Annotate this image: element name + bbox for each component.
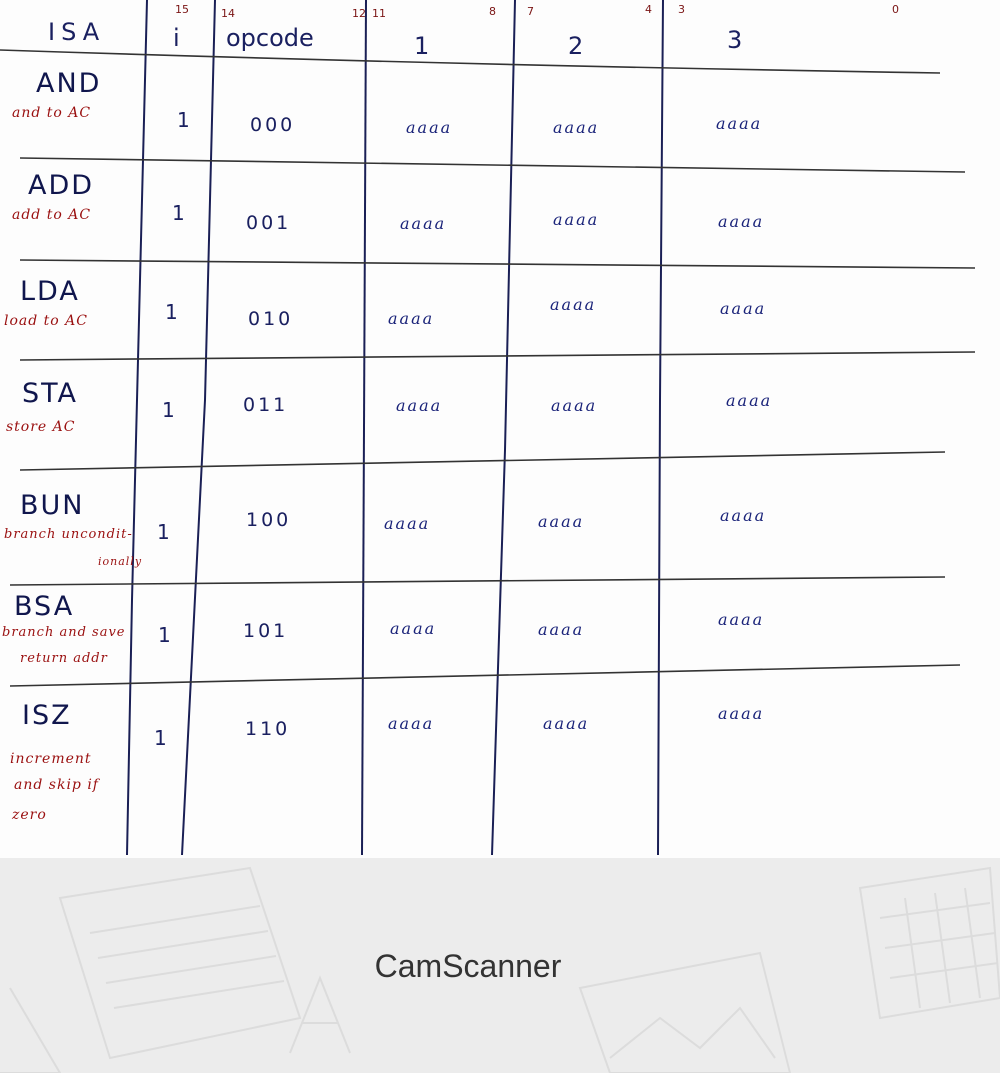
header-opcode: opcode	[226, 24, 314, 52]
row-nibble-2: aaaa	[553, 118, 600, 137]
row-mnemonic: AND	[36, 68, 102, 99]
row-mnemonic: BUN	[20, 490, 85, 521]
bit-position: 14	[221, 7, 235, 20]
bit-position: 8	[489, 5, 496, 18]
row-opcode: 100	[246, 509, 292, 531]
row-mnemonic: ISZ	[22, 700, 72, 731]
grid-hline	[10, 665, 960, 686]
bit-position: 4	[645, 3, 652, 16]
row-nibble-2: aaaa	[538, 512, 585, 531]
bit-position: 7	[527, 5, 534, 18]
row-description: increment	[10, 751, 92, 767]
row-nibble-3: aaaa	[718, 704, 765, 723]
row-i-bit: 1	[162, 398, 175, 422]
header-col2: 2	[568, 32, 584, 60]
row-description: branch and save	[2, 625, 126, 640]
row-i-bit: 1	[157, 520, 170, 544]
grid-hline	[20, 452, 945, 470]
row-nibble-3: aaaa	[720, 299, 767, 318]
grid-hline	[20, 158, 965, 172]
bit-position: 12	[352, 7, 366, 20]
row-i-bit: 1	[177, 108, 190, 132]
row-opcode: 011	[243, 394, 289, 416]
bit-position: 3	[678, 3, 685, 16]
grid-vline	[362, 0, 366, 855]
row-nibble-2: aaaa	[553, 210, 600, 229]
row-mnemonic: BSA	[14, 591, 75, 622]
bit-position: 15	[175, 3, 189, 16]
row-nibble-2: aaaa	[538, 620, 585, 639]
row-mnemonic: LDA	[20, 276, 80, 307]
doodle-triangle	[0, 988, 60, 1073]
camscanner-brand: CamScanner	[374, 948, 562, 984]
row-opcode: 010	[248, 308, 294, 330]
row-opcode: 101	[243, 620, 289, 642]
row-description: load to AC	[4, 313, 88, 329]
row-nibble-1: aaaa	[388, 714, 435, 733]
header-col1: 1	[414, 32, 430, 60]
row-i-bit: 1	[172, 201, 185, 225]
row-nibble-1: aaaa	[384, 514, 431, 533]
row-nibble-3: aaaa	[716, 114, 763, 133]
row-description: and to AC	[12, 105, 92, 121]
watermark-footer	[0, 858, 1000, 1073]
row-nibble-3: aaaa	[718, 212, 765, 231]
row-opcode: 001	[246, 212, 292, 234]
row-nibble-2: aaaa	[550, 295, 597, 314]
row-i-bit: 1	[165, 300, 178, 324]
bit-position: 0	[892, 3, 899, 16]
row-nibble-1: aaaa	[400, 214, 447, 233]
row-description: ionally	[98, 555, 143, 568]
row-nibble-1: aaaa	[396, 396, 443, 415]
doodle-image	[610, 1008, 775, 1058]
header-isa: ISA	[48, 18, 106, 46]
row-opcode: 110	[245, 718, 291, 740]
grid-vline	[658, 0, 663, 855]
row-description: store AC	[6, 419, 76, 435]
row-i-bit: 1	[154, 726, 167, 750]
grid-vline	[127, 0, 147, 855]
row-nibble-1: aaaa	[406, 118, 453, 137]
row-nibble-2: aaaa	[543, 714, 590, 733]
row-mnemonic: STA	[22, 378, 79, 409]
grid-hline	[0, 50, 940, 73]
row-opcode: 000	[250, 114, 296, 136]
row-description: add to AC	[12, 207, 92, 223]
row-description: zero	[12, 807, 47, 823]
row-description: return addr	[20, 651, 108, 666]
row-nibble-2: aaaa	[551, 396, 598, 415]
row-nibble-3: aaaa	[718, 610, 765, 629]
grid-vline	[492, 0, 515, 855]
header-col3: 3	[727, 26, 743, 54]
row-description: and skip if	[14, 777, 99, 793]
row-i-bit: 1	[158, 623, 171, 647]
grid-hline	[10, 577, 945, 585]
row-description: branch uncondit-	[4, 527, 133, 542]
header-i: i	[173, 24, 180, 52]
row-nibble-3: aaaa	[720, 506, 767, 525]
row-mnemonic: ADD	[28, 170, 95, 201]
row-nibble-1: aaaa	[390, 619, 437, 638]
grid-hline	[20, 260, 975, 268]
grid-hline	[20, 352, 975, 360]
row-nibble-3: aaaa	[726, 391, 773, 410]
row-nibble-1: aaaa	[388, 309, 435, 328]
bit-position: 11	[372, 7, 386, 20]
